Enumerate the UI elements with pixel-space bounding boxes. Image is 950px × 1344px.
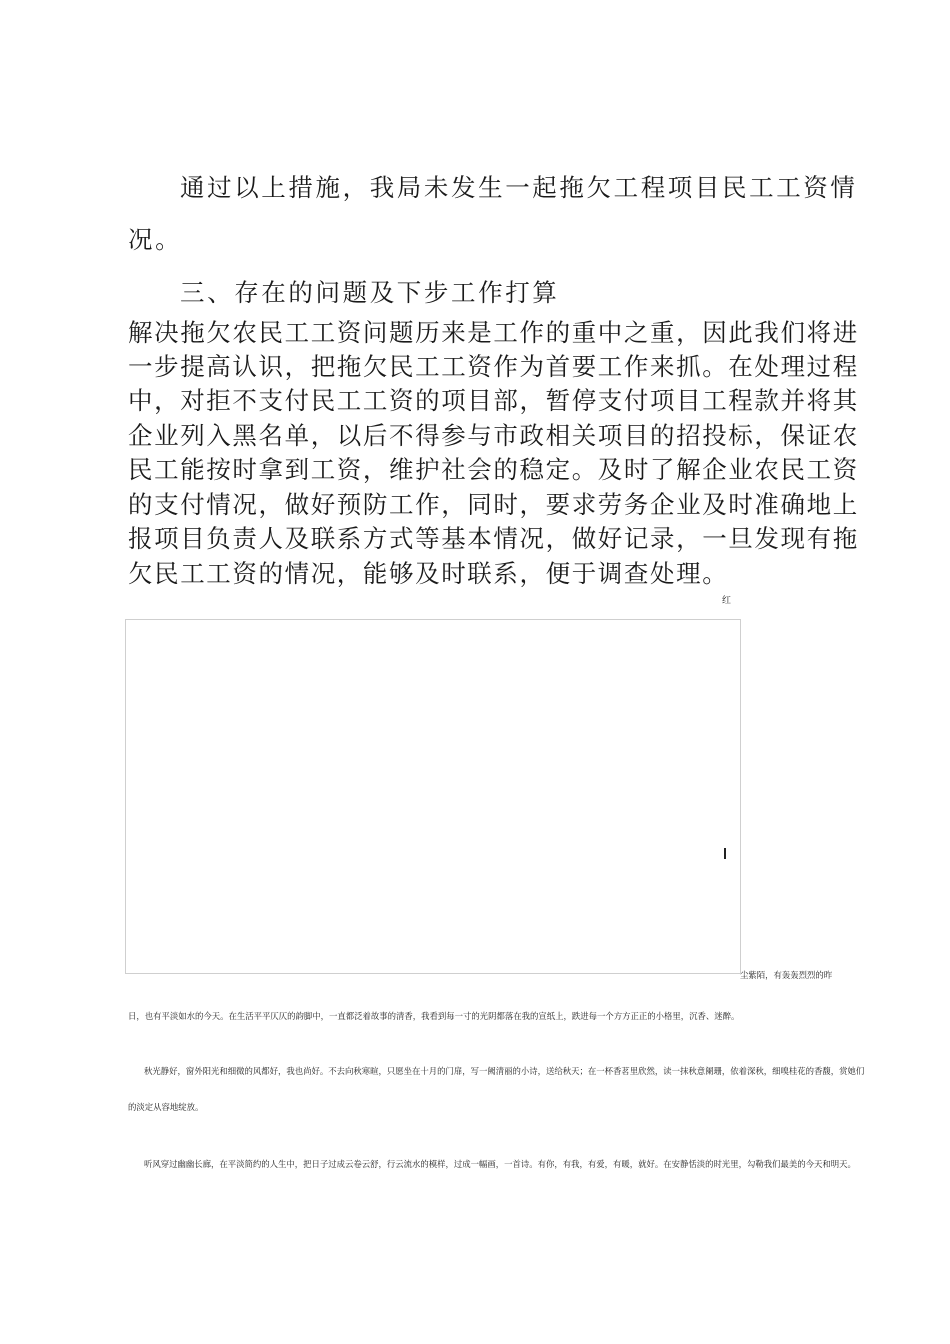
small-text-line: 秋光静好，窗外阳光和细微的风都好，我也尚好。不去向秋寒暄，只愿坐在十月的门扉，写一阙清丽的小诗，送给秋天；在一杯香茗里欣然，读一抹秋意阑珊，依着深秋，细嗅桂花的香馥，赏她们 (144, 1066, 865, 1076)
small-text-line: 尘紫陌，有轰轰烈烈的昨 (740, 970, 833, 980)
paragraph-line: 的支付情况，做好预防工作，同时，要求劳务企业及时准确地上 (128, 490, 859, 519)
paragraph-line: 企业列入黑名单，以后不得参与市政相关项目的招投标，保证农 (128, 421, 859, 450)
paragraph-line: 中，对拒不支付民工工资的项目部，暂停支付项目工程款并将其 (128, 386, 859, 415)
paragraph-line: 民工能按时拿到工资，维护社会的稳定。及时了解企业农民工资 (128, 455, 859, 484)
paragraph-line: 解决拖欠农民工工资问题历来是工作的重中之重，因此我们将进 (128, 318, 859, 347)
small-text-line: 的淡定从容地绽放。 (128, 1102, 204, 1112)
margin-note: 红 (722, 596, 732, 606)
paragraph-line: 报项目负责人及联系方式等基本情况，做好记录，一旦发现有拖 (128, 524, 859, 553)
paragraph-line: 况。 (128, 225, 183, 254)
section-heading: 三、存在的问题及下步工作打算 (180, 278, 560, 307)
text-cursor-mark (724, 848, 726, 859)
paragraph-line: 欠民工工资的情况，能够及时联系，便于调查处理。 (128, 559, 729, 588)
small-text-line: 听风穿过幽幽长廊，在平淡简约的人生中，把日子过成云卷云舒，行云流水的模样，过成一幅画，一首诗。有你，有我，有爱，有暖，就好。在安静恬淡的时光里，勾勒我们最美的今天和明天。 (144, 1159, 856, 1169)
image-placeholder (125, 619, 741, 974)
paragraph-line: 通过以上措施，我局未发生一起拖欠工程项目民工工资情 (180, 173, 858, 202)
paragraph-line: 一步提高认识，把拖欠民工工资作为首要工作来抓。在处理过程 (128, 352, 859, 381)
small-text-line: 日，也有平淡如水的今天。在生活平平仄仄的韵脚中，一直都泛着故事的清香，我看到每一寸的光阴都落在我的宣纸上，跌进每一个方方正正的小格里，沉香、迷醉。 (128, 1011, 740, 1021)
